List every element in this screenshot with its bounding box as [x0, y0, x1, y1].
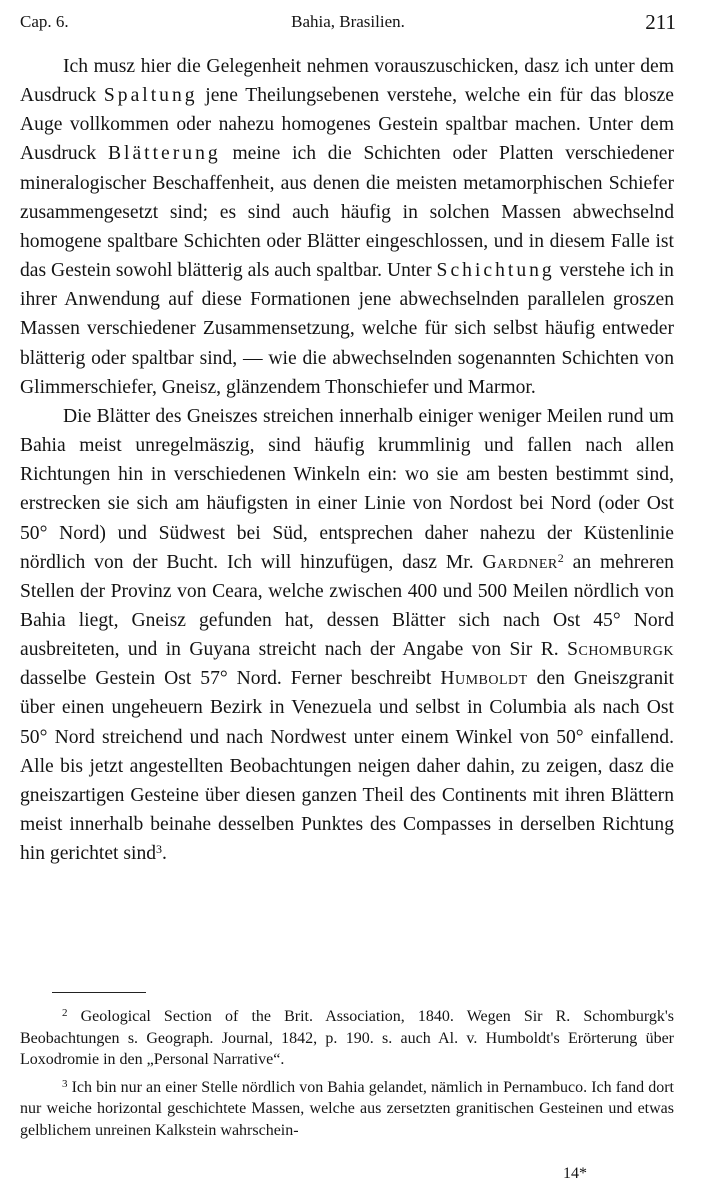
footnotes	[20, 1006, 674, 1147]
paragraph-1	[20, 52, 674, 402]
term-schichtung: Schichtung	[436, 260, 555, 282]
name-gardner: Gardner	[482, 551, 558, 573]
paragraph-2-text-4: den Gneiszgranit über einen ungeheuern Bezirk in Venezuela und selbst in Columbia als nach Ost 50° Nord streichend und nach Nordwest unter einem Winkel von 50° einfallend. Alle bis jetzt angestellten Beobachtungen neigen daher dahin, zu zeigen, dasz die gneiszartigen Gesteine über diesen ganzen Theil des Continents mit ihren Blättern meist innerhalb beinahe desselben Punktes des Compasses in derselben Richtung hin gerichtet sind	[20, 668, 675, 865]
paragraph-1-text-3: meine ich die Schichten oder Platten verschiedener mineralogischer Beschaffenheit, aus denen die meisten metamorphischen Schiefer zusammengesetzt sind; es sind auch häufig in solchen Massen abwechselnd homogene spaltbare Schichten oder Blätter eingeschlossen, und in diesem Falle ist das Gestein sowohl blätterig als auch spaltbar. Unter	[20, 143, 674, 282]
term-blaetterung: Blätterung	[107, 143, 221, 165]
footnote-3-mark: 3	[62, 1077, 68, 1090]
name-humboldt: Humboldt	[440, 668, 528, 690]
printer-signature: 14*	[563, 1165, 587, 1182]
footnote-rule	[52, 992, 146, 993]
paragraph-1-text-1: Ich musz hier die Gelegenheit nehmen vorauszuschicken, dasz ich unter dem Ausdruck	[20, 56, 674, 107]
body-text	[20, 52, 674, 868]
term-spaltung: Spaltung	[103, 85, 198, 107]
paragraph-2	[20, 402, 674, 869]
footnote-2-text: Geological Section of the Brit. Association, 1840. Wegen Sir R. Schomburgk's Beobachtungen s. Geograph. Journal, 1842, p. 190. s. auch Al. v. Humboldt's Erörterung über Loxodromie in den „Personal Narrative“.	[20, 1008, 674, 1068]
footnote-ref-2: 2	[557, 550, 564, 565]
paragraph-2-text-2: an mehreren Stellen der Provinz von Ceara, welche zwischen 400 und 500 Meilen nördlich von Bahia liegt, Gneisz gefunden hat, dessen Blätter sich nach Ost 45° Nord ausbreiteten, und in Guyana streicht nach der Angabe von Sir R.	[20, 551, 674, 661]
paragraph-2-text-1: Die Blätter des Gneiszes streichen innerhalb einiger weniger Meilen rund um Bahia meist unregelmäszig, sind häufig krummlinig und fallen nach allen Richtungen hin in verschiedenen Winkeln ein: wo sie am besten bestimmt sind, erstrecken sie sich am häufigsten in einer Linie von Nordost bei Nord (oder Ost 50° Nord) und Südwest bei Süd, entsprechen daher nahezu der Küstenlinie nördlich von der Bucht. Ich will hinzufügen, dasz Mr.	[20, 405, 674, 573]
running-head	[20, 8, 676, 38]
footnote-3-text: Ich bin nur an einer Stelle nördlich von Bahia gelandet, nämlich in Pernambuco. Ich fand dort nur weiche horizontal geschichtete Massen, welche aus zersetzten granitischen Gesteinen und etwas gelblichem unreinen Kalkstein wahrschein-	[20, 1078, 675, 1139]
paragraph-2-text-3: dasselbe Gestein Ost 57° Nord. Ferner beschreibt	[20, 668, 432, 690]
footnote-2	[20, 1006, 674, 1071]
paragraph-1-text-4: verstehe ich in ihrer Anwendung auf diese Formationen jene abwechselnden parallelen groszen Massen verschiedener Zusammensetzung, welche für sich selbst häufig entweder blätterig oder spaltbar sind, — wie die abwechselnden sogenannten Schichten von Glimmerschiefer, Gneisz, glänzendem Thonschiefer und Marmor.	[20, 260, 674, 398]
page-number: 211	[645, 10, 676, 34]
paragraph-2-end: .	[162, 843, 167, 865]
footnote-3	[20, 1077, 674, 1142]
running-title: Bahia, Brasilien.	[291, 12, 405, 31]
chapter-label: Cap. 6.	[20, 12, 69, 31]
paragraph-1-text-2: jene Theilungsebenen verstehe, welche ein für das blosze Auge vollkommen oder nahezu homogenes Gestein spaltbar machen. Unter dem Ausdruck	[20, 85, 675, 165]
footnote-2-mark: 2	[62, 1007, 68, 1019]
footnote-ref-3: 3	[156, 842, 163, 857]
name-schomburgk: Schomburgk	[567, 639, 674, 661]
